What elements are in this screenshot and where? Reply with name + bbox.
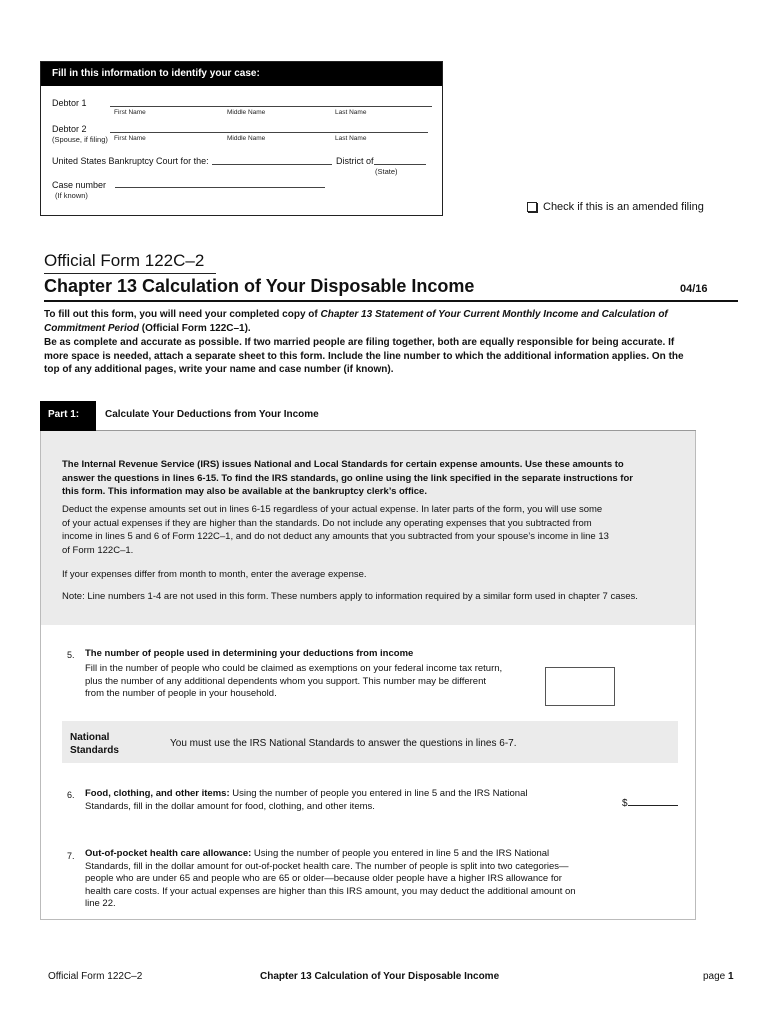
debtor2-name-field[interactable] bbox=[110, 132, 428, 133]
court-label: United States Bankruptcy Court for the: bbox=[52, 156, 209, 166]
case-number-label: Case number bbox=[52, 180, 107, 190]
line6-text: Food, clothing, and other items: Using the number of people you entered in line 5 and the IRS National Standards, fill in the dollar amount for food, clothing, and other items. bbox=[85, 788, 528, 812]
case-number-field[interactable] bbox=[115, 187, 325, 188]
debtor1-label: Debtor 1 bbox=[52, 98, 87, 108]
footer-title: Chapter 13 Calculation of Your Disposable Income bbox=[260, 971, 500, 982]
amended-checkbox[interactable] bbox=[527, 202, 537, 212]
district-field[interactable] bbox=[374, 164, 426, 165]
expenses-differ-paragraph: If your expenses differ from month to month, enter the average expense. bbox=[62, 569, 367, 580]
footer-page: page 1 bbox=[703, 971, 734, 982]
form-id: Official Form 122C–2 bbox=[44, 251, 205, 270]
instruction-accuracy: Be as complete and accurate as possible. If two married people are filing together, both are equally responsible for being accurate. If more space is needed, attach a separate sheet to this form. Include the line number to which the additional information applies. On the top of any additional pages, write your name and case number (if known). bbox=[44, 337, 684, 375]
form-date: 04/16 bbox=[680, 283, 708, 295]
case-info-header: Fill in this information to identify your case: bbox=[41, 62, 442, 86]
debtor2-label: Debtor 2 bbox=[52, 124, 87, 134]
district-label: District of bbox=[336, 156, 374, 166]
line5-title: The number of people used in determining your deductions from income bbox=[85, 648, 414, 659]
part1-title: Calculate Your Deductions from Your Income bbox=[105, 409, 319, 420]
line-numbers-note: Note: Line numbers 1-4 are not used in this form. These numbers apply to information required by a similar form used in chapter 7 cases. bbox=[62, 591, 638, 602]
debtor2-spouse-caption: (Spouse, if filing) bbox=[52, 135, 108, 144]
title-divider bbox=[44, 300, 738, 302]
part1-tab: Part 1: bbox=[40, 401, 96, 431]
debtor1-name-field[interactable] bbox=[110, 106, 432, 107]
line5-number: 5. bbox=[67, 650, 75, 660]
line6-number: 6. bbox=[67, 790, 75, 800]
debtor1-first-name-caption: First Name bbox=[114, 109, 146, 116]
deduct-expenses-paragraph: Deduct the expense amounts set out in lines 6-15 regardless of your actual expense. In later parts of the form, you will use some of your actual expenses if they are higher than the standards. Do not include any operating expenses that you subtracted from income in lines 5 and 6 of Form 122C–1, and do not deduct any amounts that you subtracted from your spouse’s income in line 13 of Form 122C–1. bbox=[62, 504, 609, 556]
line5-text: Fill in the number of people who could be claimed as exemptions on your federal income tax return, plus the number of any additional dependents whom you support. This number may be different from the number of people in your household. bbox=[85, 663, 503, 699]
irs-standards-paragraph: The Internal Revenue Service (IRS) issues National and Local Standards for certain expense amounts. Use these amounts to answer the questions in lines 6-15. To find the IRS standards, go online using the link specified in the separate instructions for this form. This information may also be available at the bankruptcy clerk’s office. bbox=[62, 459, 633, 497]
debtor1-last-name-caption: Last Name bbox=[335, 109, 367, 116]
line7-number: 7. bbox=[67, 851, 75, 861]
state-caption: (State) bbox=[375, 167, 398, 176]
line6-amount-field[interactable] bbox=[628, 797, 678, 806]
instruction-completed-copy: To fill out this form, you will need your completed copy of Chapter 13 Statement of Your Current Monthly Income and Calculation of Commitment Period (Official Form 122C–1). bbox=[44, 309, 668, 334]
national-standards-note: You must use the IRS National Standards to answer the questions in lines 6-7. bbox=[170, 738, 517, 749]
form-id-rule bbox=[44, 273, 216, 274]
debtor2-first-name-caption: First Name bbox=[114, 135, 146, 142]
national-standards-label: National Standards bbox=[70, 732, 119, 756]
amended-filing-label: Check if this is an amended filing bbox=[543, 201, 704, 213]
line6-amount[interactable]: $ bbox=[622, 797, 678, 809]
case-number-caption: (If known) bbox=[55, 191, 88, 200]
line5-people-input[interactable] bbox=[545, 667, 615, 706]
debtor2-middle-name-caption: Middle Name bbox=[227, 135, 266, 142]
line7-text: Out-of-pocket health care allowance: Using the number of people you entered in line 5 and the IRS National Standards, fill in the dollar amount for out-of-pocket health care. The number of people is split into two categories—people who are under 65 and people who are 65 or older—because older people have a higher IRS allowance for health care costs. If your actual expenses are higher than this IRS amount, you may deduct the additional amount on line 22. bbox=[85, 848, 576, 909]
court-field[interactable] bbox=[212, 164, 332, 165]
amended-filing-option[interactable] bbox=[527, 201, 704, 213]
debtor2-last-name-caption: Last Name bbox=[335, 135, 367, 142]
debtor1-middle-name-caption: Middle Name bbox=[227, 109, 266, 116]
footer-form-id: Official Form 122C–2 bbox=[48, 971, 143, 982]
form-title: Chapter 13 Calculation of Your Disposable Income bbox=[44, 276, 475, 296]
